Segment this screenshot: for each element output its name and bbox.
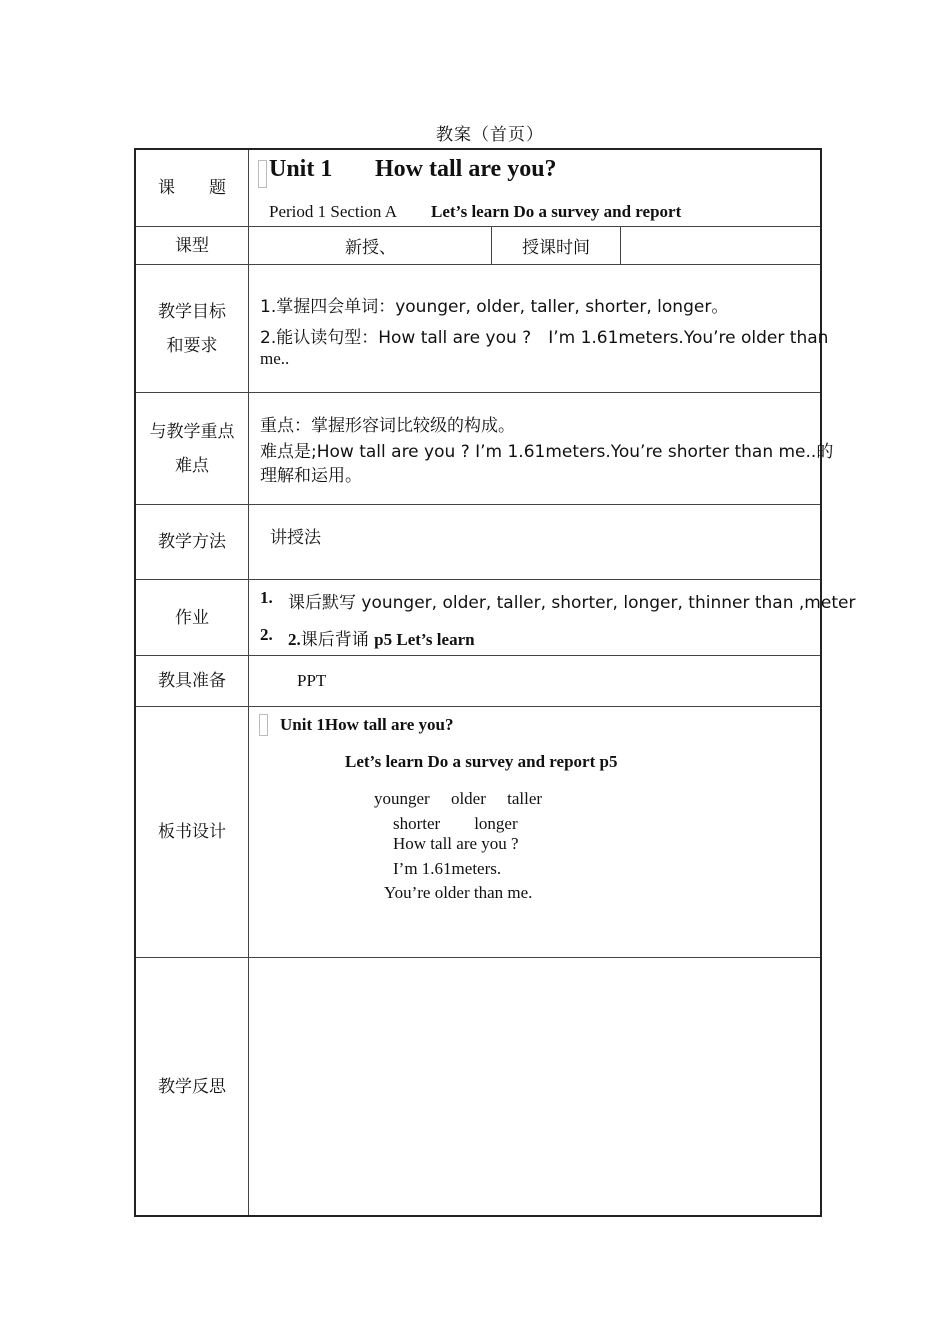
homework-item-2-number: 2. <box>260 625 273 644</box>
type-label: 课型 <box>136 227 249 264</box>
lesson-plan-table <box>134 148 856 1217</box>
goals-content <box>250 265 829 392</box>
homework-item-2-prefix: 2. <box>288 630 301 649</box>
row-reflection <box>136 958 820 1215</box>
key-points-label-line1: 与教学重点 <box>149 421 235 442</box>
key-points-label <box>136 393 249 504</box>
time-value <box>621 227 820 264</box>
row-type <box>136 227 820 265</box>
key-points-line-1: 重点：掌握形容词比较级的构成。 <box>260 416 515 436</box>
page-title: 教案（首页） <box>436 125 544 145</box>
key-points-line-3: 理解和运用。 <box>260 466 362 486</box>
board-title: Unit 1How tall are you? <box>280 715 454 734</box>
reflection-content <box>250 958 820 1215</box>
homework-item-2 <box>288 625 475 650</box>
tools-label: 教具准备 <box>136 656 249 706</box>
text-cursor-marker <box>258 160 267 188</box>
unit-title: How tall are you? <box>375 156 557 182</box>
topic-content <box>250 150 820 226</box>
board-words-line-1: younger older taller <box>374 789 543 808</box>
method-content <box>250 505 820 579</box>
board-words-line-2: shorter longer <box>393 814 518 833</box>
topic-label: 课 题 <box>136 150 249 226</box>
row-key-points <box>136 393 834 505</box>
method-label: 教学方法 <box>136 505 249 579</box>
homework-label: 作业 <box>136 580 249 655</box>
reflection-label: 教学反思 <box>136 958 249 1215</box>
board-content <box>250 707 820 957</box>
goals-line-3: me.. <box>260 349 290 368</box>
goals-line-1: 1.掌握四会单词：younger, older, taller, shorter, longer。 <box>260 297 729 317</box>
tools-content <box>250 656 820 706</box>
row-board <box>136 707 820 958</box>
row-tools <box>136 656 820 707</box>
tools-value: PPT <box>297 671 327 690</box>
goals-label-line2: 和要求 <box>166 335 218 356</box>
homework-item-1-number: 1. <box>260 588 273 607</box>
period-bold-text: Let’s learn Do a survey and report <box>431 202 682 221</box>
board-sentence-3: You’re older than me. <box>384 883 533 902</box>
goals-line-2: 2.能认读句型：How tall are you ? I’m 1.61meters.You’re older than <box>260 328 829 348</box>
goals-label-line1: 教学目标 <box>158 301 226 322</box>
time-label: 授课时间 <box>492 227 621 264</box>
row-topic <box>136 150 820 227</box>
homework-item-2-cn: 课后背诵 <box>300 630 375 650</box>
homework-item-2-bold: p5 Let’s learn <box>374 630 475 649</box>
board-sentence-2: I’m 1.61meters. <box>393 859 502 878</box>
method-value: 讲授法 <box>270 528 321 548</box>
key-points-content <box>250 393 834 504</box>
row-goals <box>136 265 829 393</box>
homework-item-1: 课后默写 younger, older, taller, shorter, longer, thinner than ,meter <box>288 593 856 613</box>
board-subtitle: Let’s learn Do a survey and report p5 <box>345 752 618 771</box>
type-value: 新授、 <box>250 227 492 264</box>
key-points-label-line2: 难点 <box>175 455 209 476</box>
text-cursor-marker <box>259 714 268 736</box>
period-text: Period 1 Section A <box>269 202 397 221</box>
key-points-line-2: 难点是;How tall are you ? I’m 1.61meters.You’re shorter than me..的 <box>260 442 834 462</box>
board-label: 板书设计 <box>136 707 249 957</box>
goals-label <box>136 265 249 392</box>
board-sentence-1: How tall are you ? <box>393 834 519 853</box>
unit-number: Unit 1 <box>269 156 333 182</box>
row-homework <box>136 580 856 656</box>
homework-content <box>250 580 856 655</box>
row-method <box>136 505 820 580</box>
